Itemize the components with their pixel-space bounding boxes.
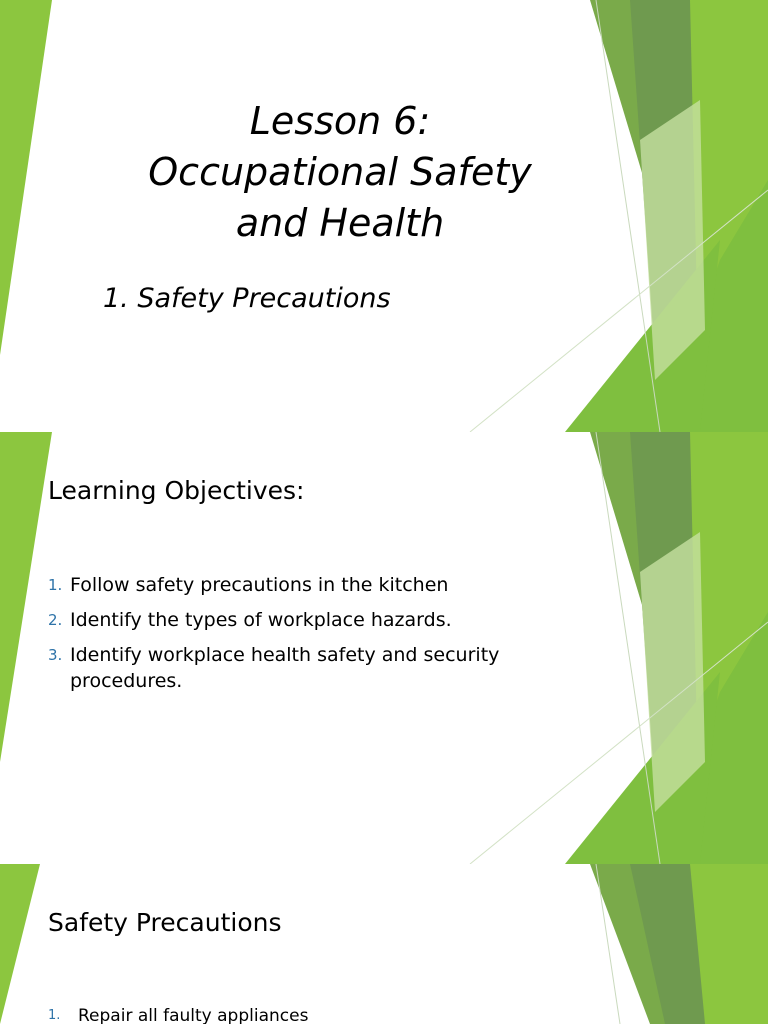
list-item xyxy=(48,572,568,598)
slide-title xyxy=(0,0,768,432)
title-line-3: and Health xyxy=(235,201,445,245)
green-decoration xyxy=(0,864,768,1024)
objectives-list xyxy=(48,572,568,703)
title-line-1: Lesson 6: xyxy=(249,99,431,143)
left-green-wedge xyxy=(0,864,40,1024)
list-item xyxy=(48,642,568,694)
lesson-title xyxy=(110,96,570,249)
safety-list xyxy=(48,1004,568,1024)
list-text: Identify workplace health safety and security procedures. xyxy=(70,644,500,692)
list-item xyxy=(48,1004,568,1024)
left-green-wedge xyxy=(0,432,52,762)
list-item xyxy=(48,607,568,633)
title-line-2: Occupational Safety xyxy=(148,150,532,194)
list-text: Repair all faulty appliances xyxy=(78,1006,309,1024)
lesson-subtitle: 1. Safety Precautions xyxy=(103,283,391,314)
objectives-heading: Learning Objectives: xyxy=(48,476,305,505)
list-text: Identify the types of workplace hazards. xyxy=(70,609,452,631)
left-green-wedge xyxy=(0,0,52,355)
list-text: Follow safety precautions in the kitchen xyxy=(70,574,449,596)
list-number: 2. xyxy=(48,611,63,629)
safety-heading: Safety Precautions xyxy=(48,908,282,937)
slide-safety-precautions xyxy=(0,864,768,1024)
list-number: 1. xyxy=(48,1008,61,1023)
list-number: 3. xyxy=(48,646,63,664)
list-number: 1. xyxy=(48,576,63,594)
slide-objectives xyxy=(0,432,768,864)
